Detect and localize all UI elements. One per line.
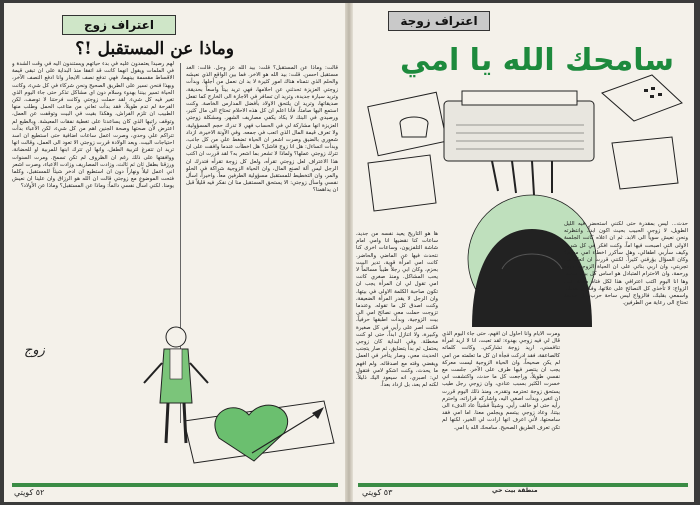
husband-illustration: [124, 303, 344, 473]
section-tag: اعتراف زوجة: [388, 11, 490, 31]
page-footer: [14, 488, 44, 497]
author-signature: زوج: [24, 343, 45, 358]
article-column: ها هو التاريخ يعيد نفسه من جديد، ساعات كنا نقضيها انا وامي امام شاشة التلفزيون، وساعات اخرى كنا نتحدث فيها عن الماضي والحاضر. كانت امي امرأة قوية، تدير البيت بحزم، وكان ابي رجلاً طيباً مسالماً لا يحب المشاكل. ومنذ صغري كانت امي تقول لي ان المرأة يجب ان تكون صاحبة الكلمة الاولى في بيتها، وان الرجل لا يقدر المرأة الضعيفة، وكنت اصدق كل ما تقوله. وعندما تزوجت حملت معي نصائح امي الى بيت الزوجية، وبدأت اطبقها حرفياً، فكنت اصر على رأيي في كل صغيرة وكبيرة، ولا اتنازل ابداً، حتى لو كنت مخطئة. وفي البداية كان زوجي يحتمل، ثم بدأ يتضايق، ثم صار يتجنب الحديث معي، وصار يتأخر في العمل ويقضي وقته مع اصدقائه. ولم افهم ما يحدث، وكنت اشكو لامي فتقول لي: اصبري، انه سيعود اليك ذليلاً. لكنه لم يعد، بل ازداد بعداً.: [356, 231, 438, 389]
page-footer: [362, 488, 392, 497]
left-page: [4, 3, 346, 502]
page-headline: سامحك الله يا امي: [400, 43, 674, 78]
footer-bar: [12, 483, 338, 487]
article-column: لهم رصيداً يعتمدون عليه في بدء حياتهم ويستندون اليه في وقت الشدة و في الملمات ويقول انهما كانت قد اتفقا منذ البداية على ان تبقى قيمة الاقساط مقسمة بينهما، فهي تدفع نصف الايجار وانا ادفع النصف الآخر، وبهذا فنحن نسير على الطريق الصحيح ونحن شركاء في كل شيء، وكانت الحياة تسير بيننا بهدوء وسلام دون اي مشاكل تذكر حتى جاء اليوم الذي تغير فيه كل شيء. لقد حملت زوجتي وكانت فرحتنا لا توصف، لكن الفرحة لم تدم طويلاً، فقد بدأت تعاني من متاعب الحمل وطلب منها الطبيب ان تلزم الفراش، وهكذا بقيت في البيت وتوقفت عن العمل، وتوقف راتبها الذي كان يساعدنا على تغطية نفقات المعيشة. وبالطبع لم اعترض لأن صحتها وصحة الجنين اهم من كل شيء، لكن الأعباء بدأت تتراكم علي وحدي، وصرت اعمل ساعات اضافية حتى استطيع ان اسد احتياجات البيت. وبعد الولادة قررت زوجتي الا تعود الى العمل، وقالت انها تريد ان تتفرغ لتربية الطفل، وانها لن تترك ابنها للمربية او للحضانة، ووافقتها على ذلك رغم ان الظروف لم تكن تسمح. ومرت السنوات ورزقنا بطفل ثان ثم ثالث، وزادت المصاريف وزادت الاعباء، وصرت اشعر اني اعمل ليلاً ونهاراً دون ان استطيع ان ادخر شيئاً للمستقبل، وكلما فتحت الموضوع مع زوجتي قالت ان الله هو الرزاق وان علينا ان نعيش يومنا. لكني اسأل نفسي دائماً: وماذا عن المستقبل؟ وماذا عن الأولاد؟: [12, 61, 174, 190]
section-tag: اعتراف زوج: [62, 15, 176, 35]
page-number: ٥٣: [383, 488, 393, 497]
article-column: حدث... ليس بمقدرة حتى لكنني استحضر فيه الليل الطويل، لا زوجي الحبيب بحيث اكون ابداً. وانتظرته ونحن نعيش سوياً الى الابد. ثم ان اعلاه كانت الجلسة الاولى التي اصبحت فيها اماً، وكنت افكر في كل شيء، وكيف سأربي اطفالي، وهل سأكرر اخطاء امي معهم؟ وكان السؤال يؤرقني كثيراً. لكنني قررت ان اتعلم من تجربتي، وان اربي بناتي على ان الحياة الزوجية مودة ورحمة، وان الاحترام المتبادل هو اساس كل بيت سعيد. وها انا اليوم اكتب اعترافي هذا لكل فتاة مقبلة على الزواج: لا تأخذي كل النصائح على علاتها، وفكري بعقلك، واسمعي بقلبك، فالزواج ليس ساحة حرب، بل حديقة تحتاج الى رعاية من الطرفين.: [564, 221, 688, 307]
page-number: ٥٢: [35, 488, 45, 497]
article-author: منطقة بيت حي: [492, 487, 538, 494]
right-page: [352, 3, 694, 502]
article-column: ومرت الايام وانا احاول ان افهم، حتى جاء اليوم الذي قال لي فيه زوجي بهدوء: لقد تعبت، انا لا اريد امرأة تنافسني، اريد زوجة تشاركني. وكانت كلماته كالصاعقة، فقد ادركت فجأة ان كل ما تعلمته من امي لم يكن صحيحاً، وان الحياة الزوجية ليست معركة يجب ان ينتصر فيها طرف على الآخر. جلست مع نفسي طويلاً، وراجعت كل ما حدث، واكتشفت اني خسرت الكثير بسبب عنادي، وان زوجي رجل طيب يستحق زوجة تحترمه وتقدره. ومنذ ذلك اليوم قررت ان اتغير، وبدأت اصغي اليه، واشاركه قراراته، واحترم رأيه حتى لو خالف رأيي. وشيئاً فشيئاً عاد الدفء الى بيتنا، وعاد زوجي يبتسم ويجلس معنا. اما امي فقد سامحتها، لأني اعرف انها ارادت لي الخير، لكنها لم تكن تعرف الطريق الصحيح. سامحك الله يا امي.: [442, 331, 560, 431]
page-headline: وماذا عن المستقبل !؟: [75, 39, 234, 59]
magazine-spread: [4, 3, 694, 502]
magazine-name: كويتي: [362, 488, 382, 497]
article-column: قالت: وماذا عن المستقبل؟ قلت: بيد الله عز وجل. قالت: الغد مستقبل احسن. قلت: بيد الله هو الاخر. فما بين الواقع الذي نعيشه والحلم الذي نتمناه هناك امور كثيرة لا بد ان نعمل من أجلها. وبدأت زوجتي العزيزة تحدثني عن احلامها، فهي تريد بيتاً واسعاً بحديقة، وتريد سيارة جديدة، وتريد ان تسافر في الاجازة الى الخارج كما تفعل صديقاتها، وتريد ان يلتحق الاولاد بأفضل المدارس الخاصة. وكنت استمع اليها صامتاً، فأنا اعلم ان كل هذه الاحلام تحتاج الى مال كثير، ورصيدي في البنك لا يكاد يكفي مصاريف الشهر. ومشكلة زوجتي العزيزة انها مشاركة لي في الحساب فهي لا تدرك حجم المسؤولية، ولا تعرف قيمة المال الذي اتعب في جمعه. وفي الآونة الاخيرة، ازداد شعوري بالضيق وصرت اشعر ان الحياة تضغط علي من كل جانب، وبدأت اتساءل: هل انا زوج فاشل؟ هل اخطأت عندما وافقت على ان تترك زوجتي عملها؟ ولماذا لا تشعر بما اشعر به؟ لقد قررت ان اكتب هذا الاعتراف لعل زوجتي تقرأه، ولعل كل زوجة تقرأه فتدرك ان الرجل ليس آلة لصنع المال، وان الحياة الزوجية شراكة في الحلو والمر، وان التخطيط للمستقبل مسؤولية الطرفين معاً. واخيراً، اسأل نفسي واسأل زوجتي: الا يستحق المستقبل منا ان نفكر فيه قليلاً قبل ان يداهمنا؟: [186, 65, 338, 194]
magazine-name: كويتي: [14, 488, 34, 497]
footer-bar: [358, 483, 688, 487]
